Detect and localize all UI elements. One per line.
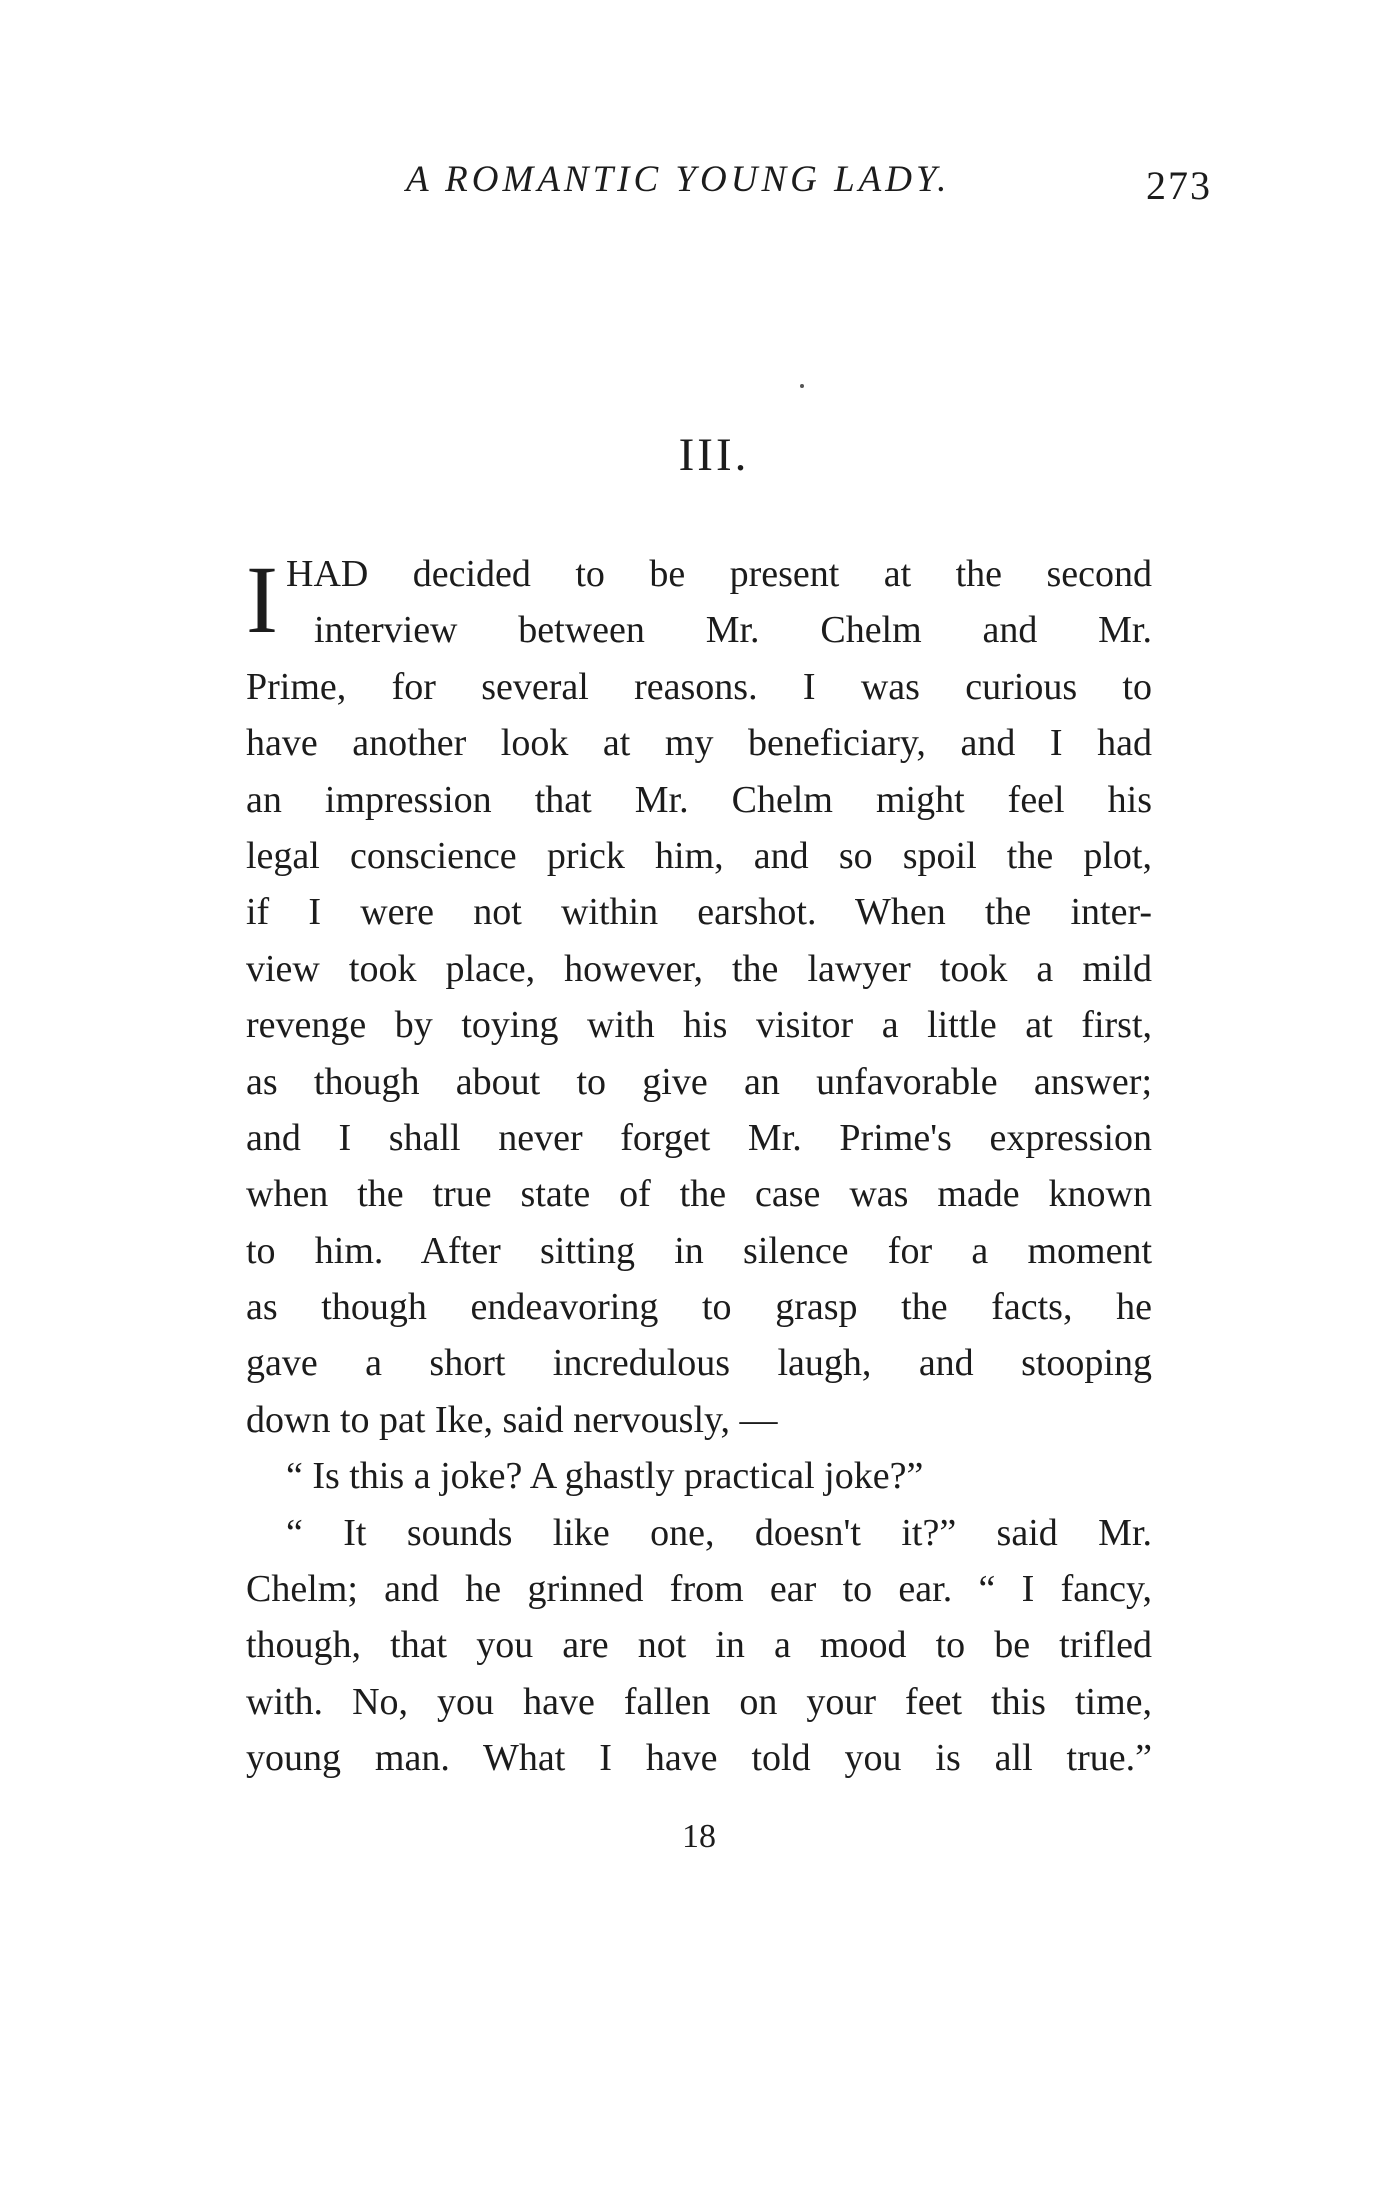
page-number: 273: [1146, 163, 1212, 208]
text-line: though, that you are not in a mood to be trifled: [246, 1624, 1152, 1667]
text-line: young man. What I have told you is all true.”: [246, 1737, 1152, 1780]
chapter-heading: III.: [678, 429, 750, 481]
running-title: A ROMANTIC YOUNG LADY.: [406, 159, 951, 200]
decorative-dot: [800, 384, 804, 388]
text-line: revenge by toying with his visitor a little at first,: [246, 1004, 1152, 1047]
text-line: have another look at my beneficiary, and I had: [246, 722, 1152, 765]
dialogue-line: “ It sounds like one, doesn't it?” said Mr.: [286, 1511, 1152, 1554]
text-line: with. No, you have fallen on your feet this time,: [246, 1680, 1152, 1723]
paragraph: [246, 546, 1152, 1787]
text-line: gave a short incredulous laugh, and stooping: [246, 1342, 1152, 1385]
text-line: view took place, however, the lawyer took a mild: [246, 947, 1152, 990]
drop-cap: I: [246, 546, 278, 653]
text-line: as though about to give an unfavorable answer;: [246, 1060, 1152, 1103]
signature-mark: 18: [682, 1818, 716, 1855]
text-line: HAD decided to be present at the second: [286, 553, 1152, 595]
text-line: Prime, for several reasons. I was curious to: [246, 665, 1152, 708]
text-line: interview between Mr. Chelm and Mr.: [314, 609, 1152, 652]
text-line: Chelm; and he grinned from ear to ear. “ I fancy,: [246, 1568, 1152, 1611]
text-line: an impression that Mr. Chelm might feel his: [246, 778, 1152, 821]
text-line: when the true state of the case was made known: [246, 1173, 1152, 1216]
text-line: as though endeavoring to grasp the facts, he: [246, 1286, 1152, 1329]
text-line: if I were not within earshot. When the inter-: [246, 891, 1152, 934]
running-head: [406, 158, 1212, 218]
text-line: down to pat Ike, said nervously, —: [246, 1398, 778, 1441]
text-line: and I shall never forget Mr. Prime's expression: [246, 1116, 1152, 1159]
text-line: to him. After sitting in silence for a moment: [246, 1229, 1152, 1272]
text-line: legal conscience prick him, and so spoil the plot,: [246, 834, 1152, 877]
dialogue-line: “ Is this a joke? A ghastly practical joke?”: [286, 1455, 924, 1498]
